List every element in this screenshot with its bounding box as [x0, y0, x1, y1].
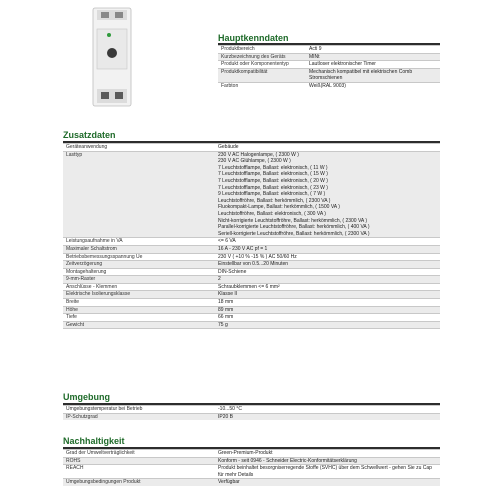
- section-title-zusatzdaten: Zusatzdaten: [63, 130, 116, 140]
- table-row: [218, 46, 440, 54]
- table-row: [63, 151, 440, 238]
- table-row: [63, 450, 440, 458]
- row-label: Umgebungsbedingungen Produkt: [63, 479, 215, 486]
- row-value: Mechanisch kompatibel mit elektrischen Comb Stromschienen: [306, 68, 440, 82]
- section-title-hauptkenndaten: Hauptkenndaten: [218, 33, 289, 43]
- table-row: [218, 82, 440, 89]
- section-title-nachhaltigkeit: Nachhaltigkeit: [63, 436, 125, 446]
- table-row: [63, 479, 440, 486]
- row-value: 2: [215, 276, 440, 284]
- table-row: [63, 306, 440, 314]
- list-item: Nicht-korrigierte Leuchtstoffröhre, Ballast: herkömmlich, ( 2300 VA ): [218, 217, 368, 224]
- row-value: Green-Premium-Produkt: [215, 450, 440, 458]
- row-value: DIN-Schiene: [215, 268, 440, 276]
- row-label: Maximaler Schaltstrom: [63, 245, 215, 253]
- row-label: Breite: [63, 299, 215, 307]
- row-value: IP20 B: [215, 413, 440, 420]
- row-value: 18 mm: [215, 299, 440, 307]
- table-row: [63, 329, 440, 330]
- row-value: Verfügbar: [215, 479, 440, 486]
- list-item: 230 V AC Halogenlampe, ( 2300 W ): [218, 151, 299, 158]
- list-item: Seriell-korrigierte Leuchtstoffröhre, Ballast: herkömmlich, ( 2300 VA ): [218, 230, 370, 237]
- table-row: [218, 68, 440, 82]
- row-label: Tiefe: [63, 314, 215, 322]
- row-label: [63, 329, 215, 330]
- table-row: [63, 144, 440, 152]
- list-item: Leuchtstoffröhre, Ballast: herkömmlich, ( 2300 VA ): [218, 197, 331, 204]
- row-value: Lautloser elektronischer Timer: [306, 61, 440, 69]
- row-label: Geräteanwendung: [63, 144, 215, 152]
- list-item: 230 V AC Glühlampe, ( 2300 W ): [218, 158, 291, 165]
- section-title-umgebung: Umgebung: [63, 392, 110, 402]
- row-value: Acti 9: [306, 46, 440, 54]
- row-label: Umgebungstemperatur bei Betrieb: [63, 406, 215, 414]
- row-value: Schraubklemmen <= 6 mm²: [215, 283, 440, 291]
- row-value: <= 6 VA: [215, 238, 440, 246]
- hauptkenndaten-table: [218, 45, 440, 90]
- row-label: ROHS: [63, 457, 215, 465]
- list-item: 7 Leuchtstofflampe, Ballast: elektronisch, ( 15 W ): [218, 171, 328, 178]
- row-value: [215, 329, 440, 330]
- table-row: [63, 406, 440, 414]
- zusatzdaten-table: [63, 143, 440, 329]
- row-value: 16 A - 230 V AC pf = 1: [215, 245, 440, 253]
- table-row: [63, 238, 440, 246]
- row-label: Montagehalterung: [63, 268, 215, 276]
- table-row: [63, 291, 440, 299]
- nachhaltigkeit-table: [63, 449, 440, 486]
- umgebung-table: [63, 405, 440, 420]
- row-label: Leistungsaufnahme in VA: [63, 238, 215, 246]
- row-label: 9-mm-Raster: [63, 276, 215, 284]
- list-item: 7 Leuchtstofflampe, Ballast: elektronisch, ( 20 W ): [218, 177, 328, 184]
- row-value: Konform - seit 0946 - Schneider Electric-Konformitätserklärung: [215, 457, 440, 465]
- row-label: Farbton: [218, 82, 306, 89]
- table-row: [63, 465, 440, 479]
- row-value: 75 g: [215, 321, 440, 329]
- list-item: Parallel-korrigierte Leuchtstoffröhre, Ballast: herkömmlich, ( 400 VA ): [218, 224, 370, 231]
- table-row: [218, 53, 440, 61]
- table-row: [63, 321, 440, 329]
- table-row: [218, 61, 440, 69]
- row-value: MINt: [306, 53, 440, 61]
- row-label: Kurzbezeichnung des Geräts: [218, 53, 306, 61]
- table-row: [63, 299, 440, 307]
- row-value: Klasse II: [215, 291, 440, 299]
- row-label: Höhe: [63, 306, 215, 314]
- row-label: REACH: [63, 465, 215, 479]
- table-row: [63, 261, 440, 269]
- list-item: Fluokompakt-Lampe, Ballast: herkömmlich, ( 1500 VA ): [218, 204, 340, 211]
- row-value: Gebäude: [215, 144, 440, 152]
- list-item: 9 Leuchtstofflampe, Ballast: elektronisch, ( 7 W ): [218, 191, 326, 198]
- list-item: 7 Leuchtstofflampe, Ballast: elektronisch, ( 23 W ): [218, 184, 328, 191]
- row-label: Gewicht: [63, 321, 215, 329]
- row-label: Zeitverzögerung: [63, 261, 215, 269]
- row-value: Weiß(RAL 9003): [306, 82, 440, 89]
- row-label: Elektrische Isolierungsklasse: [63, 291, 215, 299]
- row-label: Produktkompatibilität: [218, 68, 306, 82]
- row-label: Lasttyp: [63, 151, 215, 238]
- row-value: Einstellbar von 0.5...20 Minuten: [215, 261, 440, 269]
- row-value: 89 mm: [215, 306, 440, 314]
- table-row: [63, 457, 440, 465]
- row-value: -10...50 °C: [215, 406, 440, 414]
- row-value: 230 V ( +10 % -15 % ) AC 50/60 Hz: [215, 253, 440, 261]
- row-label: Produktbereich: [218, 46, 306, 54]
- row-label: Betriebsbemessungsspannung Ue: [63, 253, 215, 261]
- lasttyp-list: [215, 151, 440, 238]
- table-row: [63, 283, 440, 291]
- table-row: [63, 413, 440, 420]
- table-row: [63, 268, 440, 276]
- table-row: [63, 276, 440, 284]
- product-image: [87, 7, 139, 110]
- row-label: Grad der Umweltverträglichkeit: [63, 450, 215, 458]
- list-item: Leuchtstoffröhre, Ballast: elektronisch, ( 300 VA ): [218, 210, 326, 217]
- row-label: IP-Schutzgrad: [63, 413, 215, 420]
- table-row: [63, 245, 440, 253]
- table-row: [63, 253, 440, 261]
- list-item: 7 Leuchtstofflampe, Ballast: elektronisch, ( 11 W ): [218, 164, 328, 171]
- row-label: Produkt oder Komponententyp: [218, 61, 306, 69]
- table-row: [63, 314, 440, 322]
- row-label: Anschlüsse - Klemmen: [63, 283, 215, 291]
- row-value: 66 mm: [215, 314, 440, 322]
- row-value: Produkt beinhaltet besorgniserregende Stoffe (SVHC) über dem Schwellwert - gehen Sie zu Cap für mehr Details: [215, 465, 440, 479]
